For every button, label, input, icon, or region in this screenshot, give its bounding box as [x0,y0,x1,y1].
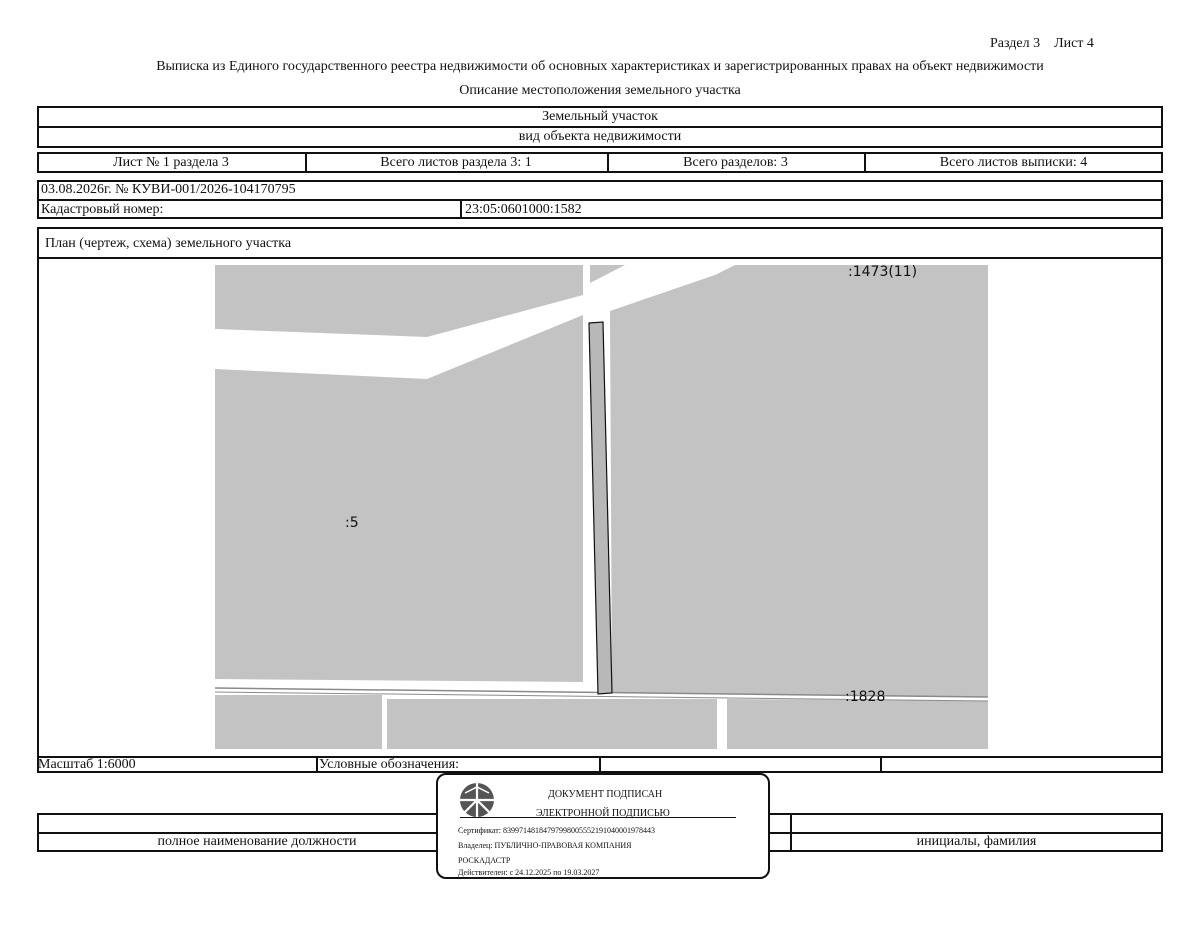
electronic-signature-stamp [436,773,770,879]
map-label-parcel-1828: :1828 [845,689,886,705]
sheet-number: Лист 4 [1054,36,1094,51]
rosreestr-emblem-icon [458,781,496,819]
document-subtitle: Описание местоположения земельного участка [459,83,741,98]
legend-label: Условные обозначения: [319,757,460,772]
total-sheets-section: Всего листов раздела 3: 1 [380,155,532,170]
map-label-parcel-1473: :1473(11) [848,264,918,280]
stamp-valid: Действителен: с 24.12.2025 по 19.03.2027 [458,868,600,877]
parcel-1828-left [215,695,382,749]
stamp-certificate: Сертификат: 83997148184797998005552191040001978443 [458,826,655,835]
stamp-line1: ДОКУМЕНТ ПОДПИСАН [548,789,663,800]
cadastral-number-value: 23:05:0601000:1582 [465,202,582,217]
object-type-caption: вид объекта недвижимости [518,129,682,144]
position-caption: полное наименование должности [157,834,357,849]
cadastral-number-label: Кадастровый номер: [41,202,164,217]
cadastral-map [215,265,988,749]
name-caption: инициалы, фамилия [916,834,1037,849]
parcel-1828-right [727,699,988,749]
extract-date-number: 03.08.2026г. № КУВИ-001/2026-104170795 [41,182,296,197]
parcel-1473 [610,265,988,697]
stamp-line2: ЭЛЕКТРОННОЙ ПОДПИСЬЮ [536,808,670,819]
stamp-owner-line1: Владелец: ПУБЛИЧНО-ПРАВОВАЯ КОМПАНИЯ [458,841,632,850]
map-label-parcel-5: :5 [345,515,359,531]
plan-title: План (чертеж, схема) земельного участка [45,236,292,251]
stamp-owner-line2: РОСКАДАСТР [458,856,511,865]
total-sheets-extract: Всего листов выписки: 4 [939,155,1088,170]
page-header-right [990,36,1094,52]
object-type-value: Земельный участок [542,109,658,124]
parcel-1828-mid [387,699,717,749]
total-sections: Всего разделов: 3 [683,155,788,170]
section-number: Раздел 3 [990,36,1041,51]
scale-label: Масштаб 1:6000 [38,757,136,772]
document-title: Выписка из Единого государственного реестра недвижимости об основных характеристиках и зарегистрированных правах на объект недвижимости [156,59,1044,74]
sheet-of-section: Лист № 1 раздела 3 [113,155,229,170]
